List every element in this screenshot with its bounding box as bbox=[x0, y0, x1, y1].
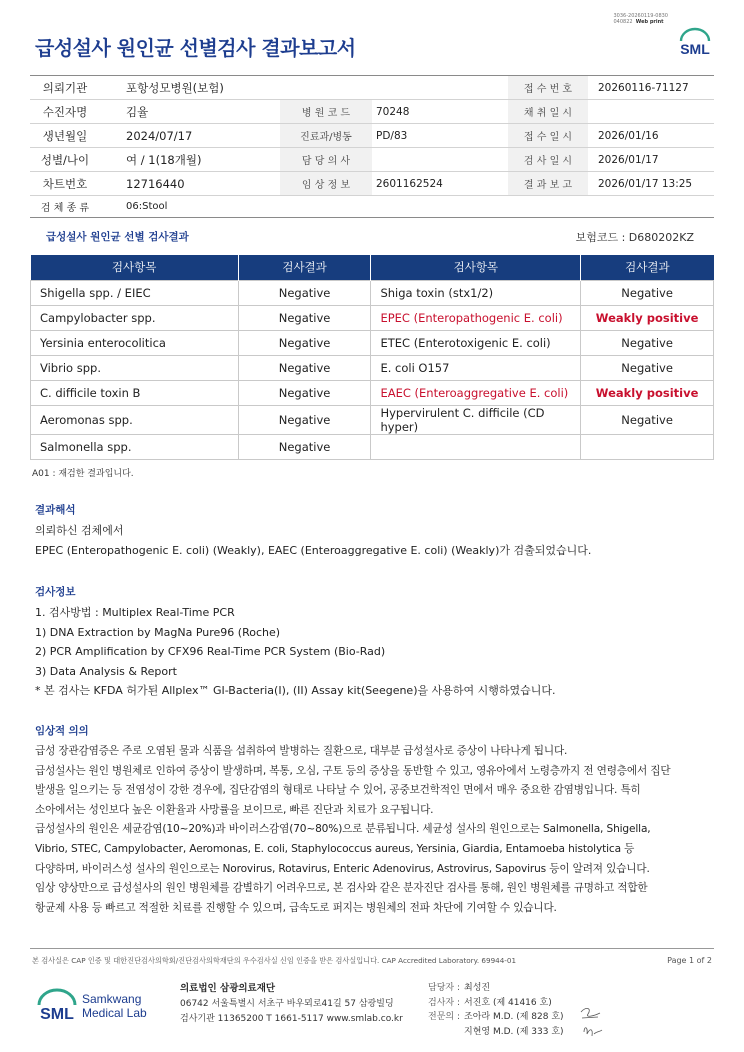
staff-name: 조아라 M.D. (제 828 호) bbox=[464, 1012, 564, 1022]
sml-logo-text: SML bbox=[680, 41, 710, 57]
samkwang-logo-icon bbox=[36, 985, 156, 1025]
institution-label: 의뢰기관 bbox=[42, 80, 88, 95]
header-test-item: 검사항목 bbox=[31, 255, 239, 280]
staff-role: 전문의 : bbox=[428, 1012, 460, 1022]
clinical-line: 급성설사는 원인 병원체로 인하여 증상이 발생하며, 복통, 오심, 구토 등의 증상을 동반할 수 있고, 영유아에서 노령층까지 전 연령층에서 집단 bbox=[35, 764, 671, 777]
document-code bbox=[613, 13, 668, 25]
patient-info-table bbox=[30, 75, 714, 218]
accession-label: 접 수 번 호 bbox=[508, 76, 588, 99]
interpretation-section bbox=[35, 502, 715, 560]
test-info-section bbox=[35, 584, 715, 701]
clinical-line: 다양하며, 바이러스성 설사의 원인으로는 Norovirus, Rotavirus, Enteric Adenovirus, Astrovirus, Sapovirus 등이 알려져 있습니다. bbox=[35, 862, 650, 875]
reported-label: 결 과 보 고 bbox=[508, 172, 588, 195]
dob-value: 2024/07/17 bbox=[126, 128, 193, 143]
test-info-line: 1) DNA Extraction by MagNa Pure96 (Roche) bbox=[35, 625, 281, 639]
clinical-line: 소아에서는 성인보다 높은 이환율과 사망률을 보이므로, 빠른 진단과 치료가 요구됩니다. bbox=[35, 803, 434, 816]
table-row bbox=[31, 305, 714, 330]
staff-row bbox=[428, 981, 564, 996]
staff-row bbox=[428, 1010, 564, 1025]
collected-label: 채 취 일 시 bbox=[508, 100, 588, 123]
clinical-line: Vibrio, STEC, Campylobacter, Aeromonas, E. coli, Staphylococcus aureus, Yersinia, Giardia, Entamoeba histolytica 등 bbox=[35, 842, 635, 855]
test-result: Negative bbox=[581, 280, 714, 305]
test-item: E. coli O157 bbox=[371, 355, 581, 380]
staff-role: 담당자 : bbox=[428, 983, 460, 993]
name-value: 김율 bbox=[126, 104, 149, 119]
sml-logo-icon bbox=[676, 27, 714, 59]
clinical-significance-section bbox=[35, 723, 715, 918]
test-result: Negative bbox=[238, 330, 371, 355]
table-row bbox=[31, 280, 714, 305]
test-item: Shigella spp. / EIEC bbox=[31, 280, 239, 305]
specimen-value: 06:Stool bbox=[126, 201, 168, 212]
specimen-label: 검 체 종 류 bbox=[40, 203, 90, 214]
logo-line1: Samkwang bbox=[82, 992, 142, 1006]
document-code-line1: 3036-20260119-0830 bbox=[613, 13, 668, 19]
interpretation-line: 의뢰하신 검체에서 bbox=[35, 524, 124, 537]
dept-value: PD/83 bbox=[376, 129, 408, 142]
clinical-line: 급성설사의 원인은 세균감염(10~20%)과 바이러스감염(70~80%)으로 분류됩니다. 세균성 설사의 원인으로는 Salmonella, Shigella, bbox=[35, 823, 651, 836]
table-row bbox=[31, 405, 714, 434]
staff-list bbox=[428, 981, 564, 1039]
signature-icon bbox=[578, 1004, 606, 1040]
sex-age-label: 성별/나이 bbox=[40, 152, 90, 167]
info-row bbox=[30, 172, 714, 196]
table-row bbox=[31, 380, 714, 405]
document-code-line2: 040822 bbox=[613, 19, 633, 25]
test-item: Vibrio spp. bbox=[31, 355, 239, 380]
results-section-title: 급성설사 원인균 선별 검사결과 bbox=[46, 231, 189, 243]
test-result-positive: Weakly positive bbox=[581, 380, 714, 405]
insurance-code: 보험코드 : D680202KZ bbox=[575, 231, 694, 244]
info-row bbox=[30, 100, 714, 124]
retest-note: A01 : 재검한 결과입니다. bbox=[32, 469, 134, 479]
test-result: Negative bbox=[238, 380, 371, 405]
test-result: Negative bbox=[238, 305, 371, 330]
web-print-label: Web print bbox=[635, 19, 664, 25]
staff-name: 서진호 (제 41416 호) bbox=[464, 997, 552, 1008]
test-item: Aeromonas spp. bbox=[31, 405, 239, 434]
test-result: Negative bbox=[581, 330, 714, 355]
clinical-label: 임 상 정 보 bbox=[280, 172, 372, 195]
interpretation-line: EPEC (Enteropathogenic E. coli) (Weakly), EAEC (Enteroaggregative E. coli) (Weakly)가 검출되었습니다. bbox=[35, 543, 592, 557]
results-header-row bbox=[31, 255, 714, 280]
hospital-code-value: 70248 bbox=[376, 105, 410, 118]
page-number: Page 1 of 2 bbox=[667, 956, 712, 965]
lab-address bbox=[180, 981, 403, 1027]
received-value: 2026/01/16 bbox=[598, 129, 659, 142]
footer-divider bbox=[30, 948, 714, 949]
staff-row bbox=[428, 996, 564, 1011]
table-row bbox=[31, 330, 714, 355]
info-row bbox=[30, 124, 714, 148]
header-test-result: 검사결과 bbox=[581, 255, 714, 280]
results-table bbox=[30, 255, 714, 460]
dob-label: 생년월일 bbox=[42, 128, 88, 143]
staff-name: 지현영 M.D. (제 333 호) bbox=[464, 1026, 564, 1037]
logo-main-text: SML bbox=[40, 1006, 74, 1023]
received-label: 접 수 일 시 bbox=[508, 124, 588, 147]
test-result: Negative bbox=[581, 405, 714, 434]
staff-name: 최성진 bbox=[464, 983, 491, 993]
test-item bbox=[371, 434, 581, 459]
tested-value: 2026/01/17 bbox=[598, 153, 659, 166]
results-section-header bbox=[30, 229, 714, 245]
contact-line: 검사기관 11365200 T 1661-5117 www.smlab.co.kr bbox=[180, 1014, 403, 1024]
interpretation-title: 결과해석 bbox=[35, 504, 76, 516]
name-label: 수진자명 bbox=[42, 104, 88, 119]
test-result bbox=[581, 434, 714, 459]
address-line: 06742 서울특별시 서초구 바우뫼로41길 57 삼광빌딩 bbox=[180, 999, 394, 1009]
clinical-line: 급성 장관감염증은 주로 오염된 물과 식품을 섭취하여 발병하는 질환으로, 대부분 급성설사로 증상이 나타나게 됩니다. bbox=[35, 745, 568, 757]
test-result: Negative bbox=[238, 280, 371, 305]
reported-value: 2026/01/17 13:25 bbox=[598, 177, 693, 190]
staff-role bbox=[428, 1025, 464, 1040]
test-result: Negative bbox=[581, 355, 714, 380]
doctor-label: 담 당 의 사 bbox=[280, 148, 372, 171]
dept-label: 진료과/병동 bbox=[280, 124, 372, 147]
test-item: Hypervirulent C. difficile (CD hyper) bbox=[371, 405, 581, 434]
hospital-code-label: 병 원 코 드 bbox=[280, 100, 372, 123]
info-row bbox=[30, 76, 714, 100]
accession-value: 20260116-71127 bbox=[598, 81, 689, 94]
header-test-result: 검사결과 bbox=[238, 255, 371, 280]
test-info-line: 2) PCR Amplification by CFX96 Real-Time PCR System (Bio-Rad) bbox=[35, 645, 386, 659]
clinical-line: 항균제 사용 등 빠르고 적절한 치료를 진행할 수 있으며, 급속도로 퍼지는 병원체의 전파 차단에 기여할 수 있습니다. bbox=[35, 901, 557, 914]
test-result: Negative bbox=[238, 355, 371, 380]
org-name: 의료법인 삼광의료재단 bbox=[180, 983, 276, 994]
staff-row bbox=[428, 1025, 564, 1040]
test-item: Campylobacter spp. bbox=[31, 305, 239, 330]
clinical-line: 임상 양상만으로 급성설사의 원인 병원체를 감별하기 어려우므로, 본 검사와 같은 분자진단 검사를 통해, 원인 병원체를 규명하고 적합한 bbox=[35, 882, 648, 895]
staff-role: 검사자 : bbox=[428, 997, 460, 1008]
chart-label: 차트번호 bbox=[42, 176, 88, 191]
info-row bbox=[30, 148, 714, 172]
test-item: Yersinia enterocolitica bbox=[31, 330, 239, 355]
accreditation-note: 본 검사실은 CAP 인증 및 대한진단검사의학회/진단검사의학재단의 우수검사실 신임 인증을 받은 검사실입니다. CAP Accredited Laboratory. 69944-01 bbox=[32, 956, 517, 965]
test-item: Shiga toxin (stx1/2) bbox=[371, 280, 581, 305]
test-result: Negative bbox=[238, 405, 371, 434]
test-result-positive: Weakly positive bbox=[581, 305, 714, 330]
test-info-title: 검사정보 bbox=[35, 586, 76, 598]
info-row bbox=[30, 196, 714, 218]
test-info-line: * 본 검사는 KFDA 허가된 Allplex™ GI-Bacteria(I), (II) Assay kit(Seegene)을 사용하여 시행하였습니다. bbox=[35, 684, 556, 698]
clinical-value: 2601162524 bbox=[376, 177, 443, 190]
table-row bbox=[31, 434, 714, 459]
test-info-line: 1. 검사방법 : Multiplex Real-Time PCR bbox=[35, 606, 235, 619]
institution-value: 포항성모병원(보험) bbox=[126, 80, 224, 95]
test-item: ETEC (Enterotoxigenic E. coli) bbox=[371, 330, 581, 355]
test-item: C. difficile toxin B bbox=[31, 380, 239, 405]
test-info-line: 3) Data Analysis & Report bbox=[35, 664, 177, 678]
sex-age-value: 여 / 1(18개월) bbox=[126, 152, 202, 167]
clinical-line: 발생을 일으키는 등 전염성이 강한 경우에, 집단감염의 형태로 나타날 수 있어, 공중보건학적인 면에서 매우 중요한 감염병입니다. 특히 bbox=[35, 784, 641, 797]
logo-line2: Medical Lab bbox=[82, 1006, 147, 1020]
tested-label: 검 사 일 시 bbox=[508, 148, 588, 171]
test-item: Salmonella spp. bbox=[31, 434, 239, 459]
table-row bbox=[31, 355, 714, 380]
test-item-positive: EAEC (Enteroaggregative E. coli) bbox=[371, 380, 581, 405]
test-result: Negative bbox=[238, 434, 371, 459]
page-title: 급성설사 원인균 선별검사 결과보고서 bbox=[35, 36, 356, 60]
test-item-positive: EPEC (Enteropathogenic E. coli) bbox=[371, 305, 581, 330]
clinical-significance-title: 임상적 의의 bbox=[35, 725, 89, 737]
header-test-item: 검사항목 bbox=[371, 255, 581, 280]
chart-value: 12716440 bbox=[126, 176, 185, 191]
